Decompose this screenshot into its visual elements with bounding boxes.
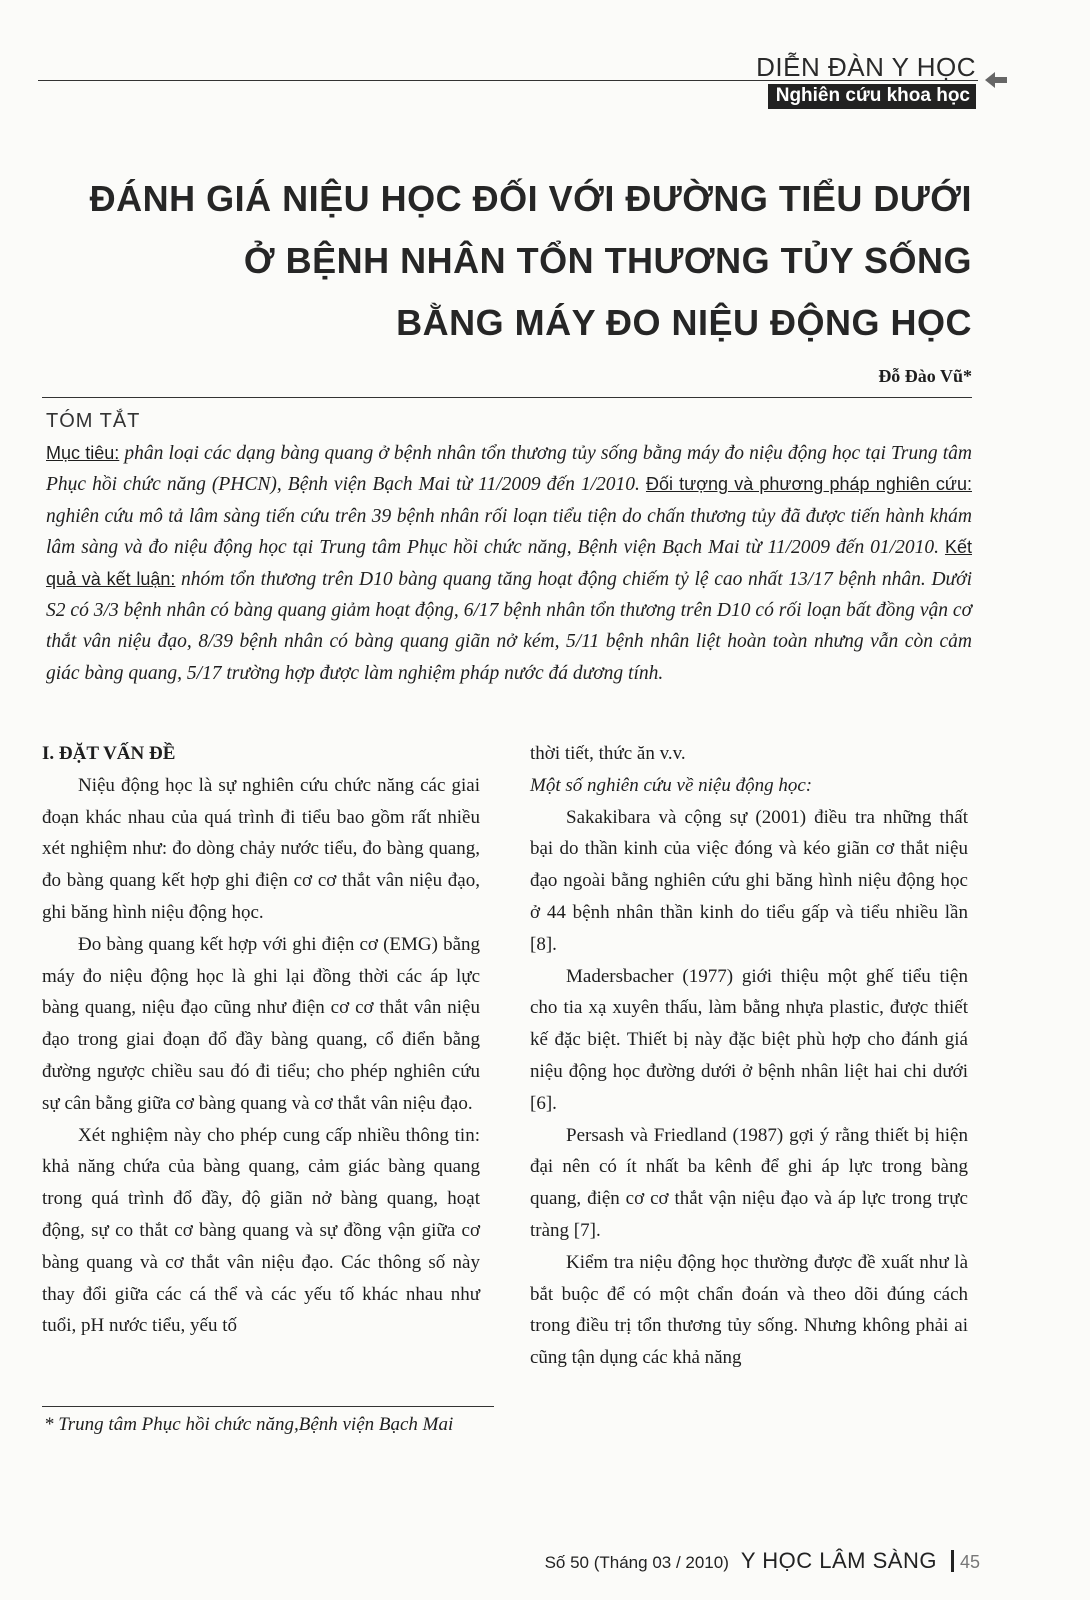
- author: Đỗ Đào Vũ*: [878, 366, 972, 386]
- section-heading: I. ĐẶT VẤN ĐỀ: [42, 743, 176, 764]
- article-title-line2: Ở BỆNH NHÂN TỔN THƯƠNG TỦY SỐNG: [243, 240, 972, 281]
- paragraph: Đo bàng quang kết hợp với ghi điện cơ (EMG) bằng máy đo niệu động học là ghi lại đồng thời các áp lực bàng quang, niệu đạo cũng như điện cơ cơ thắt vân niệu đạo trong giai đoạn đổ đầy bàng quang, cổ điển bằng đường ngược chiều sau đó đi tiểu; cho phép nghiên cứu sự cân bằng giữa cơ bàng quang và cơ thắt vân niệu đạo.: [42, 933, 480, 1114]
- issue-info: Số 50 (Tháng 03 / 2010): [544, 1553, 729, 1572]
- paragraph: Niệu động học là sự nghiên cứu chức năng các giai đoạn khác nhau của quá trình đi tiểu bao gồm rất nhiều xét nghiệm như: đo dòng chảy nước tiểu, đo bàng quang, đo bàng quang kết hợp ghi điện cơ cơ thắt vân niệu đạo, ghi băng hình niệu động học.: [42, 774, 480, 923]
- abstract-results-label: Kết quả và kết luận:: [46, 537, 972, 589]
- arrow-left-icon: [985, 70, 1007, 90]
- paragraph: Kiểm tra niệu động học thường được đề xuất như là bắt buộc để có một chẩn đoán và theo dõi đúng cách trong điều trị tổn thương tủy sống. Nhưng không phải ai cũng tận dụng các khả năng: [530, 1251, 968, 1369]
- subsection-badge: Nghiên cứu khoa học: [768, 84, 976, 109]
- subheading: Một số nghiên cứu về niệu động học:: [530, 774, 813, 796]
- section-title: DIỄN ĐÀN Y HỌC: [756, 52, 976, 82]
- abstract-methods-text: nghiên cứu mô tả lâm sàng tiến cứu trên 39 bệnh nhân rối loạn tiểu tiện do chấn thương tủy đã được tiến hành khám lâm sàng và đo niệu động học tại Trung tâm Phục hồi chức năng, Bệnh viện Bạch Mai từ 11/2009 đến 01/2010.: [46, 505, 972, 559]
- paragraph: Madersbacher (1977) giới thiệu một ghế tiểu tiện cho tia xạ xuyên thấu, làm bằng nhựa plastic, được thiết kế đặc biệt. Thiết bị này đặc biệt phù hợp cho đánh giá niệu động học đường dưới ở bệnh nhân liệt hai chi dưới [6].: [530, 965, 968, 1114]
- paragraph: Sakakibara và cộng sự (2001) điều tra những thất bại do thần kinh của việc đóng và kéo giãn cơ thắt niệu đạo ngoài bằng nghiên cứu ghi băng hình niệu động học ở 44 bệnh nhân thần kinh do tiểu gấp và tiểu nhiều lần [8].: [530, 806, 968, 955]
- paragraph: thời tiết, thức ăn v.v.: [530, 743, 686, 764]
- abstract-objective-label: Mục tiêu:: [46, 443, 120, 463]
- footnote-rule: [42, 1406, 494, 1407]
- abstract-objective-text: phân loại các dạng bàng quang ở bệnh nhân tổn thương tủy sống bằng máy đo niệu động học tại Trung tâm Phục hồi chức năng (PHCN), Bệnh viện Bạch Mai từ 11/2009 đến 1/2010.: [46, 443, 972, 496]
- paragraph: Xét nghiệm này cho phép cung cấp nhiều thông tin: khả năng chứa của bàng quang, cảm giác bàng quang trong quá trình đổ đầy, độ giãn nở bàng quang, hoạt động, sự co thắt cơ bàng quang và sự đồng vận giữa cơ bàng quang và cơ thắt vân niệu đạo. Các thông số này thay đổi giữa các cá thể và các yếu tố khác nhau như tuổi, pH nước tiểu, yếu tố: [42, 1124, 480, 1337]
- title-rule: [42, 397, 972, 398]
- journal-name: Y HỌC LÂM SÀNG: [740, 1548, 937, 1573]
- article-title-line3: BẰNG MÁY ĐO NIỆU ĐỘNG HỌC: [396, 302, 972, 343]
- abstract-heading: TÓM TẮT: [46, 410, 141, 432]
- article-title-line1: ĐÁNH GIÁ NIỆU HỌC ĐỐI VỚI ĐƯỜNG TIỂU DƯỚI: [89, 178, 972, 219]
- page-footer: [545, 1548, 980, 1574]
- right-column: [530, 738, 968, 1374]
- footnote: * Trung tâm Phục hồi chức năng,Bệnh viện Bạch Mai: [44, 1414, 454, 1435]
- abstract-methods-label: Đối tượng và phương pháp nghiên cứu:: [645, 474, 972, 495]
- page-number: 45: [959, 1552, 980, 1572]
- abstract-body: [46, 438, 972, 689]
- left-column: [42, 738, 480, 1342]
- paragraph: Persash và Friedland (1987) gợi ý rằng thiết bị hiện đại nên có ít nhất ba kênh để ghi áp lực trong bàng quang, điện cơ cơ thắt vận niệu đạo và áp lực trong trực tràng [7].: [530, 1124, 968, 1241]
- abstract-results-text: nhóm tổn thương trên D10 bàng quang tăng hoạt động chiếm tỷ lệ cao nhất 13/17 bệnh nhân. Dưới S2 có 3/3 bệnh nhân có bàng quang giảm hoạt động, 6/17 bệnh nhân tổn thương trên D10 có rối loạn bất đồng vận cơ thắt vân niệu đạo, 8/39 bệnh nhân có bàng quang giãn nở kém, 5/11 bệnh nhân liệt hoàn toàn nhưng vẫn còn cảm giác bàng quang, 5/17 trường hợp được làm nghiệm pháp nước đá dương tính.: [46, 568, 972, 684]
- footer-divider: [951, 1550, 954, 1572]
